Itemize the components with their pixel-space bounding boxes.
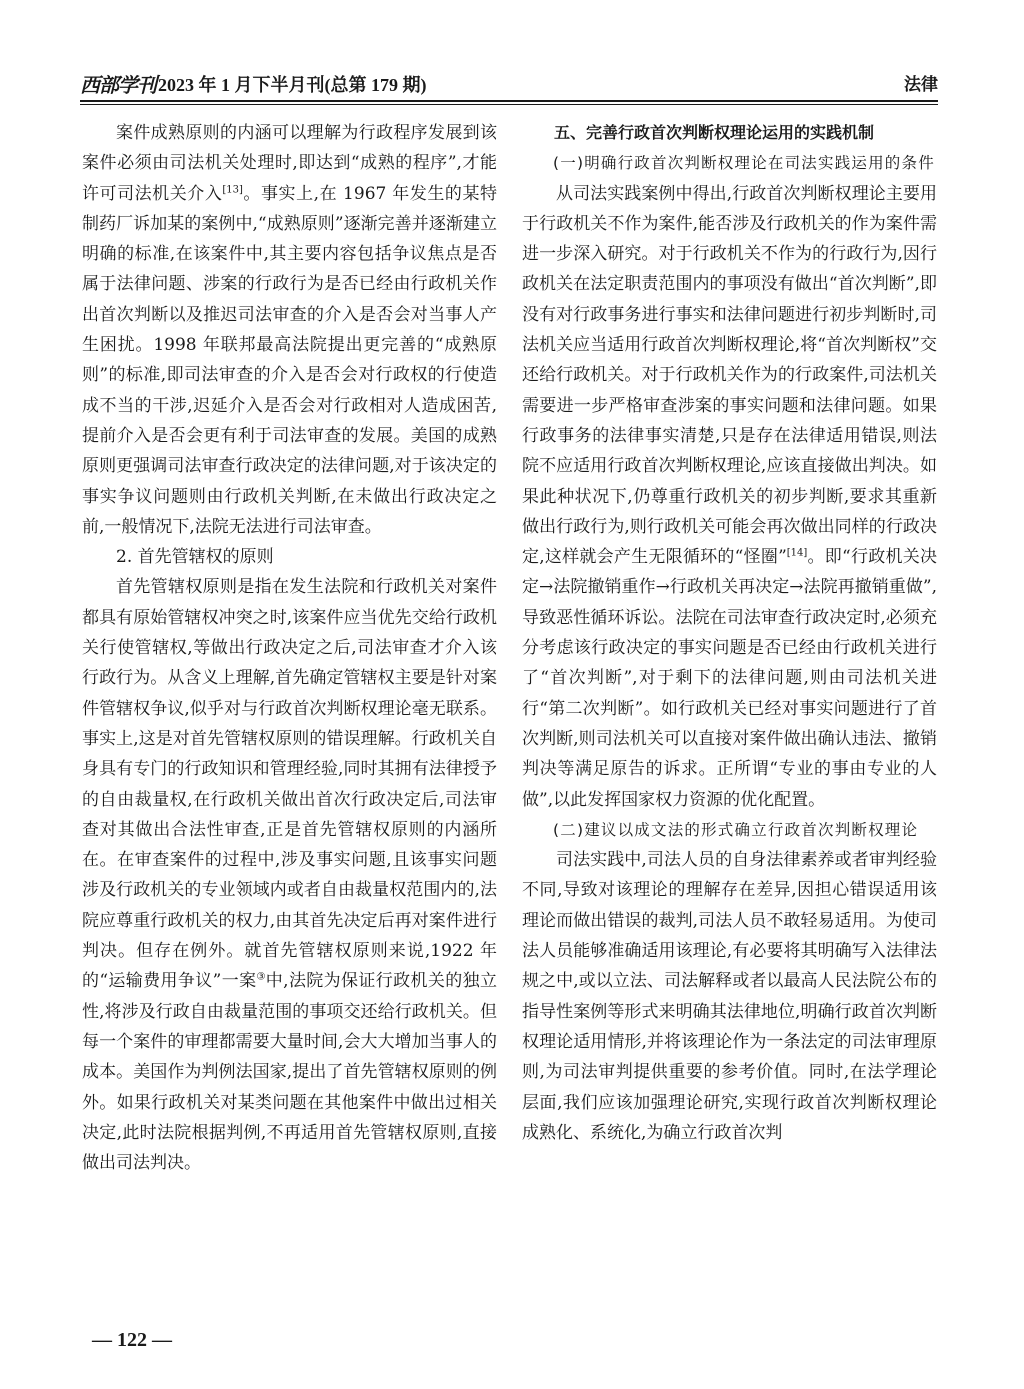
issue-info: 2023 年 1 月下半月刊(总第 179 期)	[158, 75, 427, 95]
journal-logo: 西部学刊	[80, 73, 156, 97]
paragraph-text: 案件成熟原则的内涵可以理解为行政程序发展到该案件必须由司法机关处理时,即达到“成熟的程序”,才能许可司法机关介入	[82, 123, 497, 204]
subheading-primary-jurisdiction: 2. 首先管辖权的原则	[116, 547, 274, 568]
header-rule	[80, 100, 938, 102]
paragraph-conditions	[522, 179, 937, 815]
section-tag: 法律	[904, 75, 938, 95]
paragraph-text: 从司法实践案例中得出,行政首次判断权理论主要用于行政机关不作为案件,能否涉及行政机关的作为案件需进一步深入研究。对于行政机关不作为的行政行为,因行政机关在法定职责范围内的事项没有做出“首次判断”,即没有对行政事务进行事实和法律问题进行初步判断时,司法机关应当适用行政首次判断权理论,将“首次判断权”交还给行政机关。对于行政机关作为的行政案件,司法机关需要进一步严格审查涉案的事实问题和法律问题。如果行政事务的法律事实清楚,只是存在法律适用错误,则法院不应适用行政首次判断权理论,应该直接做出判决。如果此种状况下,仍尊重行政机关的初步判断,要求其重新做出行政行为,则行政机关可能会再次做出同样的行政决定,这样就会产生无限循环的“怪圈”	[522, 183, 937, 568]
page-number: — 122 —	[92, 1329, 172, 1351]
citation-ref: [13]	[222, 183, 243, 195]
paragraph-text: 中,法院为保证行政机关的独立性,将涉及行政自由裁量范围的事项交还给行政机关。但每一个案件的审理都需要大量时间,会大大增加当事人的成本。美国作为判例法国家,提出了首先管辖权原则的例外。如果行政机关对某类问题在其他案件中做出过相关决定,此时法院根据判例,不再适用首先管辖权原则,直接做出司法判决。	[82, 971, 498, 1174]
section-title: 五、完善行政首次判断权理论运用的实践机制	[554, 123, 875, 142]
left-column	[82, 118, 497, 1178]
paragraph-statutory: 司法实践中,司法人员的自身法律素养或者审判经验不同,导致对该理论的理解存在差异,因担心错误适用该理论而做出错误的裁判,司法人员不敢轻易适用。为使司法人员能够准确适用该理论,有必要将其明确写入法律法规之中,或以立法、司法解释或者以最高人民法院公布的指导性案例等形式来明确其法律地位,明确行政首次判断权理论适用情形,并将该理论作为一条法定的司法审理原则,为司法审判提供重要的参考价值。同时,在法学理论层面,我们应该加强理论研究,实现行政首次判断权理论成熟化、系统化,为确立行政首次判	[522, 850, 937, 1143]
running-header	[80, 70, 938, 96]
paragraph-primary-jurisdiction	[82, 572, 497, 1178]
header-rule-thin	[80, 104, 938, 105]
right-column	[522, 118, 937, 1148]
subsection-title-1: (一)明确行政首次判断权理论在司法实践运用的条件	[553, 154, 935, 173]
paragraph-text: 首先管辖权原则是指在发生法院和行政机关对案件都具有原始管辖权冲突之时,该案件应当优先交给行政机关行使管辖权,等做出行政决定之后,司法审查才介入该行政行为。从含义上理解,首先确定管辖权主要是针对案件管辖权争议,似乎对与行政首次判断权理论毫无联系。事实上,这是对首先管辖权原则的错误理解。行政机关自身具有专门的行政知识和管理经验,同时其拥有法律授予的自由裁量权,在行政机关做出首次行政决定后,司法审查对其做出合法性审查,正是首先管辖权原则的内涵所在。在审查案件的过程中,涉及事实问题,且该事实问题涉及行政机关的专业领域内或者自由裁量权范围内的,法院应尊重行政机关的权力,由其首先决定后再对案件进行判决。但存在例外。就首先管辖权原则来说,1922 年的“运输费用争议”一案	[82, 577, 497, 992]
footnote-marker: ③	[256, 971, 266, 983]
paragraph-text: 。即“行政机关决定→法院撤销重作→行政机关再决定→法院再撤销重做”,导致恶性循环诉讼。法院在司法审查行政决定时,必须充分考虑该行政决定的事实问题是否已经由行政机关进行了“首次判断”,对于剩下的法律问题,则由司法机关进行“第二次判断”。如行政机关已经对事实问题进行了首次判断,则司法机关可以直接对案件做出确认违法、撤销判决等满足原告的诉求。正所谓“专业的事由专业的人做”,以此发挥国家权力资源的优化配置。	[522, 547, 937, 810]
citation-ref: [14]	[786, 547, 808, 559]
paragraph-ripeness	[82, 118, 497, 542]
header-left	[80, 74, 427, 96]
subsection-title-2: (二)建议以成文法的形式确立行政首次判断权理论	[553, 820, 919, 839]
paragraph-text: 。事实上,在 1967 年发生的某特制药厂诉加某的案例中,“成熟原则”逐渐完善并逐渐建立明确的标准,在该案件中,其主要内容包括争议焦点是否属于法律问题、涉案的行政行为是否已经由行政机关作出首次判断以及推迟司法审查的介入是否会对当事人产生困扰。1998 年联邦最高法院提出更完善的“成熟原则”的标准,即司法审查的介入是否会对行政权的行使造成不当的干涉,迟延介入是否会对行政相对人造成困苦,提前介入是否会更有利于司法审查的发展。美国的成熟原则更强调司法审查行政决定的法律问题,对于该决定的事实争议问题则由行政机关判断,在未做出行政决定之前,一般情况下,法院无法进行司法审查。	[82, 183, 497, 537]
